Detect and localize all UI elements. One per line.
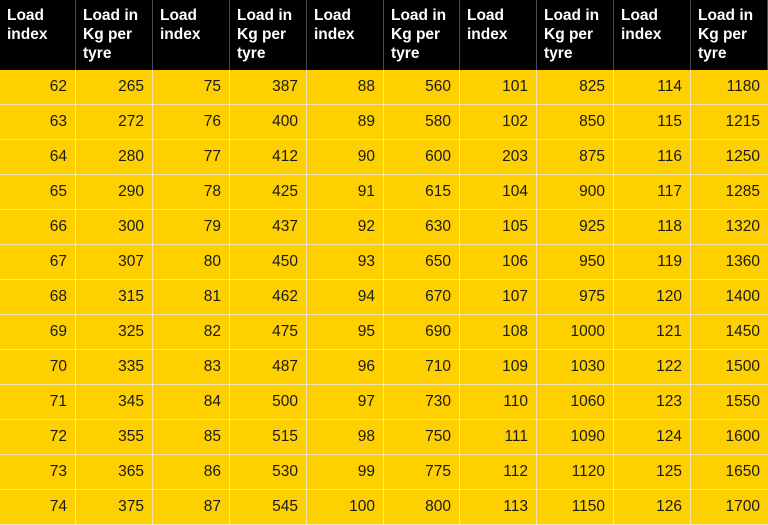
- cell-load-index: 62: [0, 70, 76, 105]
- cell-load-index: 125: [614, 455, 691, 490]
- cell-load-index: 122: [614, 350, 691, 385]
- cell-load-index: 104: [460, 175, 537, 210]
- cell-load-kg: 375: [76, 490, 153, 525]
- cell-load-index: 84: [153, 385, 230, 420]
- cell-load-index: 99: [307, 455, 384, 490]
- cell-load-kg: 1120: [537, 455, 614, 490]
- cell-load-kg: 600: [384, 140, 460, 175]
- cell-load-kg: 1250: [691, 140, 768, 175]
- cell-load-index: 105: [460, 210, 537, 245]
- cell-load-index: 98: [307, 420, 384, 455]
- cell-load-kg: 650: [384, 245, 460, 280]
- cell-load-index: 123: [614, 385, 691, 420]
- cell-load-kg: 475: [230, 315, 307, 350]
- cell-load-index: 69: [0, 315, 76, 350]
- header-load-kg: Load in Kg per tyre: [230, 0, 307, 70]
- cell-load-index: 89: [307, 105, 384, 140]
- cell-load-kg: 355: [76, 420, 153, 455]
- cell-load-kg: 345: [76, 385, 153, 420]
- cell-load-index: 120: [614, 280, 691, 315]
- cell-load-index: 107: [460, 280, 537, 315]
- cell-load-index: 71: [0, 385, 76, 420]
- cell-load-kg: 670: [384, 280, 460, 315]
- cell-load-kg: 315: [76, 280, 153, 315]
- cell-load-index: 110: [460, 385, 537, 420]
- cell-load-kg: 1600: [691, 420, 768, 455]
- cell-load-index: 124: [614, 420, 691, 455]
- cell-load-kg: 975: [537, 280, 614, 315]
- cell-load-kg: 325: [76, 315, 153, 350]
- cell-load-kg: 580: [384, 105, 460, 140]
- cell-load-kg: 1030: [537, 350, 614, 385]
- cell-load-index: 83: [153, 350, 230, 385]
- cell-load-kg: 750: [384, 420, 460, 455]
- cell-load-kg: 335: [76, 350, 153, 385]
- cell-load-kg: 950: [537, 245, 614, 280]
- cell-load-index: 111: [460, 420, 537, 455]
- cell-load-index: 65: [0, 175, 76, 210]
- cell-load-index: 82: [153, 315, 230, 350]
- cell-load-kg: 290: [76, 175, 153, 210]
- cell-load-kg: 515: [230, 420, 307, 455]
- header-load-kg: Load in Kg per tyre: [691, 0, 768, 70]
- cell-load-kg: 1215: [691, 105, 768, 140]
- cell-load-kg: 730: [384, 385, 460, 420]
- cell-load-index: 90: [307, 140, 384, 175]
- cell-load-kg: 560: [384, 70, 460, 105]
- cell-load-index: 119: [614, 245, 691, 280]
- cell-load-index: 121: [614, 315, 691, 350]
- header-load-index: Load index: [460, 0, 537, 70]
- header-load-index: Load index: [153, 0, 230, 70]
- cell-load-kg: 437: [230, 210, 307, 245]
- cell-load-index: 86: [153, 455, 230, 490]
- cell-load-kg: 300: [76, 210, 153, 245]
- cell-load-index: 126: [614, 490, 691, 525]
- cell-load-index: 100: [307, 490, 384, 525]
- cell-load-kg: 450: [230, 245, 307, 280]
- cell-load-kg: 545: [230, 490, 307, 525]
- cell-load-index: 93: [307, 245, 384, 280]
- cell-load-kg: 400: [230, 105, 307, 140]
- cell-load-kg: 825: [537, 70, 614, 105]
- header-load-kg: Load in Kg per tyre: [76, 0, 153, 70]
- cell-load-kg: 487: [230, 350, 307, 385]
- cell-load-index: 80: [153, 245, 230, 280]
- header-load-kg: Load in Kg per tyre: [537, 0, 614, 70]
- cell-load-index: 64: [0, 140, 76, 175]
- cell-load-kg: 1400: [691, 280, 768, 315]
- cell-load-kg: 800: [384, 490, 460, 525]
- cell-load-kg: 1000: [537, 315, 614, 350]
- cell-load-kg: 900: [537, 175, 614, 210]
- header-load-kg: Load in Kg per tyre: [384, 0, 460, 70]
- cell-load-index: 74: [0, 490, 76, 525]
- cell-load-kg: 365: [76, 455, 153, 490]
- cell-load-index: 79: [153, 210, 230, 245]
- cell-load-kg: 1150: [537, 490, 614, 525]
- cell-load-kg: 280: [76, 140, 153, 175]
- cell-load-index: 76: [153, 105, 230, 140]
- cell-load-kg: 775: [384, 455, 460, 490]
- cell-load-kg: 1285: [691, 175, 768, 210]
- cell-load-index: 85: [153, 420, 230, 455]
- cell-load-kg: 710: [384, 350, 460, 385]
- cell-load-index: 73: [0, 455, 76, 490]
- cell-load-index: 96: [307, 350, 384, 385]
- header-load-index: Load index: [0, 0, 76, 70]
- cell-load-index: 68: [0, 280, 76, 315]
- cell-load-index: 114: [614, 70, 691, 105]
- cell-load-kg: 1450: [691, 315, 768, 350]
- cell-load-index: 72: [0, 420, 76, 455]
- cell-load-kg: 1700: [691, 490, 768, 525]
- cell-load-kg: 425: [230, 175, 307, 210]
- cell-load-index: 75: [153, 70, 230, 105]
- cell-load-index: 77: [153, 140, 230, 175]
- header-load-index: Load index: [614, 0, 691, 70]
- cell-load-kg: 462: [230, 280, 307, 315]
- cell-load-index: 95: [307, 315, 384, 350]
- cell-load-kg: 412: [230, 140, 307, 175]
- cell-load-index: 203: [460, 140, 537, 175]
- cell-load-index: 94: [307, 280, 384, 315]
- cell-load-kg: 875: [537, 140, 614, 175]
- cell-load-kg: 1090: [537, 420, 614, 455]
- cell-load-index: 109: [460, 350, 537, 385]
- cell-load-kg: 925: [537, 210, 614, 245]
- cell-load-kg: 1180: [691, 70, 768, 105]
- cell-load-kg: 265: [76, 70, 153, 105]
- cell-load-kg: 530: [230, 455, 307, 490]
- cell-load-index: 118: [614, 210, 691, 245]
- cell-load-index: 101: [460, 70, 537, 105]
- header-load-index: Load index: [307, 0, 384, 70]
- cell-load-index: 97: [307, 385, 384, 420]
- cell-load-kg: 307: [76, 245, 153, 280]
- cell-load-kg: 272: [76, 105, 153, 140]
- cell-load-index: 81: [153, 280, 230, 315]
- cell-load-index: 115: [614, 105, 691, 140]
- cell-load-kg: 690: [384, 315, 460, 350]
- cell-load-index: 106: [460, 245, 537, 280]
- cell-load-index: 113: [460, 490, 537, 525]
- cell-load-kg: 1360: [691, 245, 768, 280]
- cell-load-index: 108: [460, 315, 537, 350]
- cell-load-kg: 850: [537, 105, 614, 140]
- cell-load-kg: 1650: [691, 455, 768, 490]
- cell-load-index: 78: [153, 175, 230, 210]
- cell-load-kg: 1550: [691, 385, 768, 420]
- cell-load-kg: 387: [230, 70, 307, 105]
- cell-load-kg: 1500: [691, 350, 768, 385]
- cell-load-kg: 630: [384, 210, 460, 245]
- cell-load-index: 117: [614, 175, 691, 210]
- cell-load-index: 87: [153, 490, 230, 525]
- cell-load-index: 70: [0, 350, 76, 385]
- cell-load-kg: 615: [384, 175, 460, 210]
- cell-load-index: 63: [0, 105, 76, 140]
- cell-load-kg: 500: [230, 385, 307, 420]
- cell-load-index: 92: [307, 210, 384, 245]
- cell-load-kg: 1320: [691, 210, 768, 245]
- cell-load-index: 102: [460, 105, 537, 140]
- cell-load-index: 67: [0, 245, 76, 280]
- cell-load-index: 116: [614, 140, 691, 175]
- cell-load-index: 91: [307, 175, 384, 210]
- cell-load-index: 66: [0, 210, 76, 245]
- cell-load-index: 88: [307, 70, 384, 105]
- cell-load-index: 112: [460, 455, 537, 490]
- cell-load-kg: 1060: [537, 385, 614, 420]
